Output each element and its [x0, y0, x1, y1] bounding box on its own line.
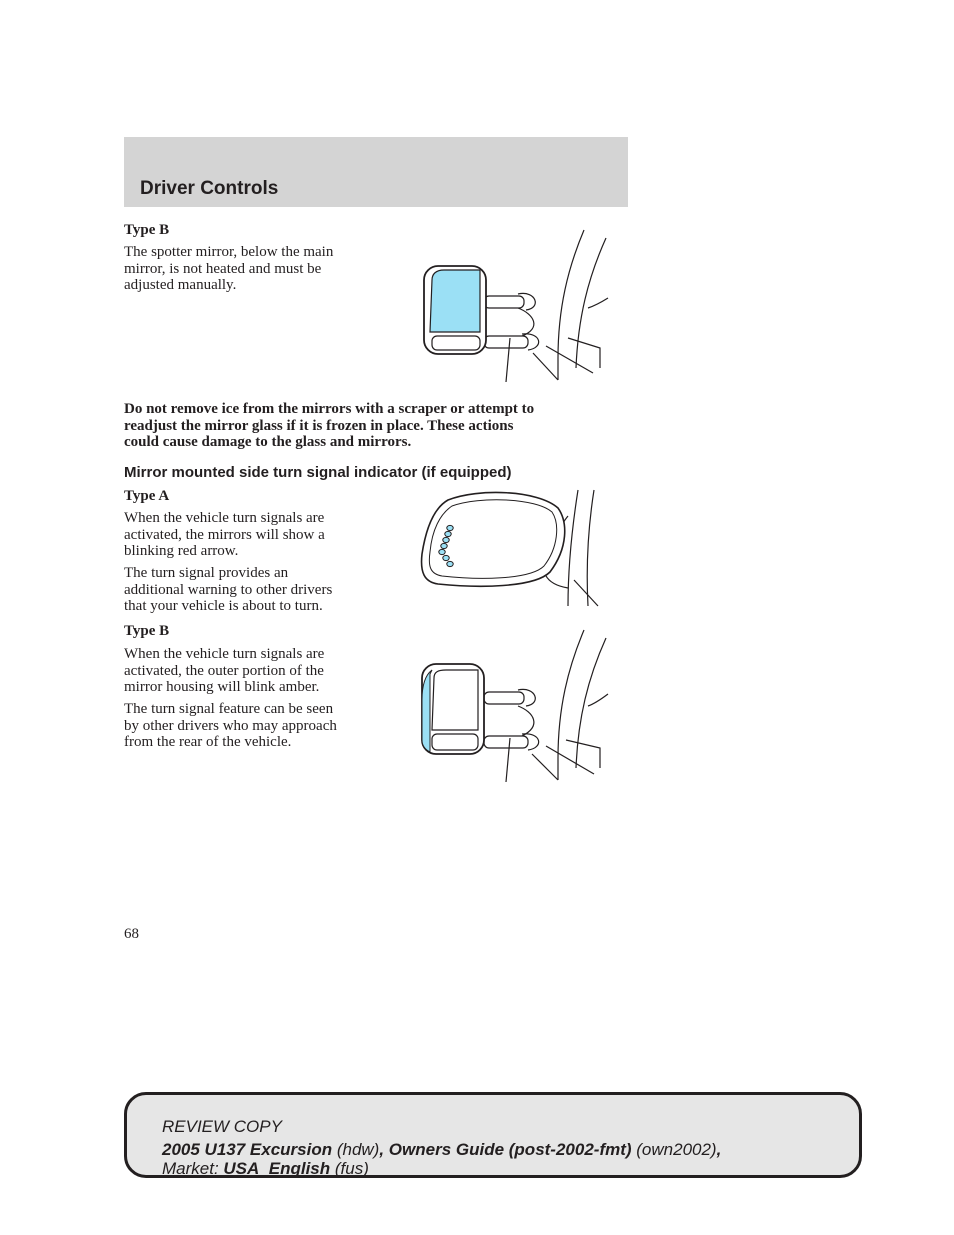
type-a-paragraph-1	[124, 510, 325, 560]
turn-signal-heading: Mirror mounted side turn signal indicator (if equipped)	[124, 464, 512, 481]
type-b-mirror-illustration	[416, 628, 612, 784]
warning-line-1: Do not remove ice from the mirrors with a scraper or attempt to	[124, 401, 535, 417]
spotter-type-b-heading: Type B	[124, 222, 170, 238]
footer-guide-code: (own2002)	[631, 1140, 717, 1159]
type-b-p1-line-2: activated, the outer portion of the	[124, 662, 324, 679]
footer-market: USA_English	[223, 1159, 331, 1178]
spotter-mirror-illustration	[418, 228, 614, 384]
type-b-heading: Type B	[124, 623, 170, 639]
type-a-p1-line-2: activated, the mirrors will show a	[124, 526, 325, 543]
spotter-line-3: adjusted manually.	[124, 277, 237, 293]
page-number: 68	[124, 926, 139, 942]
footer-guide: , Owners Guide (post-2002-fmt)	[379, 1140, 632, 1159]
type-b-paragraph-2	[124, 701, 337, 751]
warning-line-3: could cause damage to the glass and mirrors.	[124, 434, 412, 450]
footer-document-info	[162, 1140, 721, 1160]
footer-market-label: Market:	[162, 1159, 224, 1178]
type-b-p1-line-3: mirror housing will blink amber.	[124, 679, 320, 695]
footer-comma: ,	[716, 1140, 722, 1159]
type-a-heading: Type A	[124, 488, 170, 504]
type-a-p2-line-2: additional warning to other drivers	[124, 581, 333, 598]
footer-review-copy: REVIEW COPY	[162, 1117, 282, 1136]
type-b-p2-line-2: by other drivers who may approach	[124, 717, 337, 734]
type-a-p1-line-1: When the vehicle turn signals are	[124, 510, 325, 526]
ice-removal-warning	[124, 401, 624, 451]
type-a-p2-line-3: that your vehicle is about to turn.	[124, 598, 323, 614]
section-title: Driver Controls	[140, 178, 279, 199]
footer-market-info	[162, 1159, 369, 1179]
footer-model-code: (hdw)	[332, 1140, 380, 1159]
footer-model: 2005 U137 Excursion	[162, 1140, 333, 1159]
footer-market-code: (fus)	[330, 1159, 369, 1178]
type-b-p2-line-3: from the rear of the vehicle.	[124, 734, 292, 750]
spotter-description	[124, 244, 333, 294]
type-a-p1-line-3: blinking red arrow.	[124, 543, 239, 559]
type-a-mirror-illustration	[418, 488, 608, 610]
type-a-p2-line-1: The turn signal provides an	[124, 565, 289, 581]
warning-line-2: readjust the mirror glass if it is frozen in place. These actions	[124, 417, 514, 434]
type-b-paragraph-1	[124, 646, 324, 696]
type-b-p2-line-1: The turn signal feature can be seen	[124, 701, 334, 717]
spotter-line-2: mirror, is not heated and must be	[124, 260, 322, 277]
spotter-line-1: The spotter mirror, below the main	[124, 244, 334, 260]
type-b-p1-line-1: When the vehicle turn signals are	[124, 646, 325, 662]
type-a-paragraph-2	[124, 565, 332, 615]
